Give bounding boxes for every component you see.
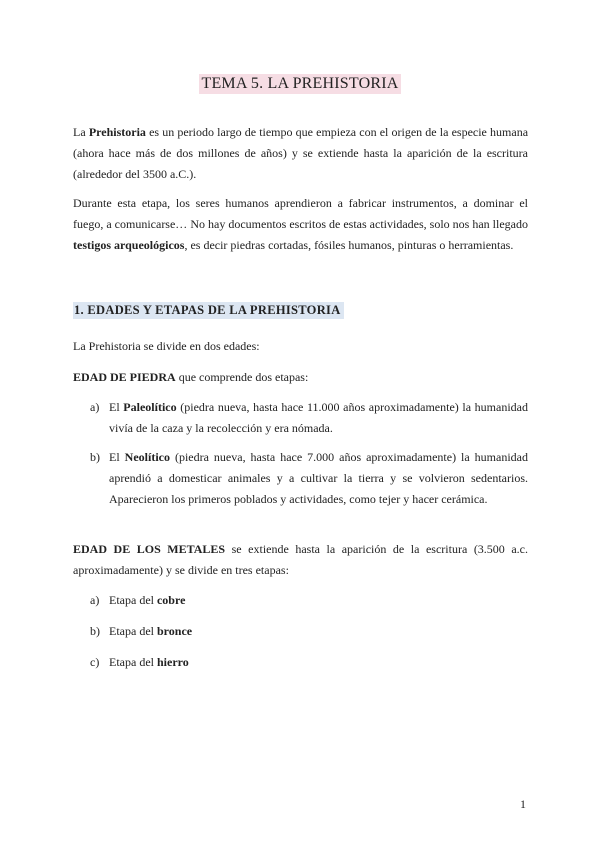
metals-age-label — [73, 539, 528, 581]
title-container — [0, 74, 600, 94]
intro-p1-bold: Prehistoria — [88, 125, 146, 139]
list-item-bold: Paleolítico — [123, 400, 177, 414]
intro-paragraph-2 — [73, 193, 528, 256]
list-item-text: Etapa del — [109, 655, 157, 669]
list-item-bold: bronce — [156, 624, 193, 638]
metals-age-rest: se extiende hasta la aparición de la escritura (3.500 a.c. aproximadamente) y se divide en tres etapas: — [73, 542, 528, 577]
page-number: 1 — [520, 797, 526, 811]
intro-p2-bold: testigos arqueológicos — [73, 238, 185, 252]
list-item-bold: cobre — [156, 593, 186, 607]
list-item — [90, 621, 528, 642]
stone-age-list — [90, 397, 528, 510]
list-item-text: El — [109, 450, 125, 464]
list-item — [90, 590, 528, 611]
list-item-text-rest: (piedra nueva, hasta hace 7.000 años aproximadamente) la humanidad aprendió a domesticar animales y a cultivar la tierra y se volvieron sedentarios. Aparecieron los primeros poblados y actividades, como tejer y hacer cerámica. — [109, 450, 529, 506]
list-item — [90, 652, 528, 673]
intro-p1-text: La — [73, 125, 89, 139]
page-title: TEMA 5. LA PREHISTORIA — [201, 75, 399, 92]
list-marker: a) — [90, 400, 100, 414]
list-item — [90, 397, 528, 439]
list-marker: b) — [90, 450, 100, 464]
metals-age-bold: EDAD DE LOS METALES — [73, 542, 226, 556]
stone-age-rest: que comprende dos etapas: — [175, 370, 309, 384]
list-marker: a) — [90, 593, 100, 607]
list-item-bold: Neolítico — [124, 450, 170, 464]
list-item-bold: hierro — [156, 655, 189, 669]
section-intro: La Prehistoria se divide en dos edades: — [73, 339, 260, 353]
list-marker: b) — [90, 624, 100, 638]
intro-paragraph-1 — [73, 122, 528, 185]
intro-p2-text: Durante esta etapa, los seres humanos aprendieron a fabricar instrumentos, a dominar el fuego, a comunicarse… No hay documentos escritos de estas actividades, solo nos han llegado — [73, 196, 528, 231]
list-item-text: El — [109, 400, 124, 414]
list-item-text: Etapa del — [109, 593, 157, 607]
list-item — [90, 447, 528, 510]
metals-age-list — [90, 590, 528, 673]
list-item-text-rest: (piedra nueva, hasta hace 11.000 años aproximadamente) la humanidad vivía de la caza y la recolección y era nómada. — [109, 400, 528, 435]
intro-p2-text-rest: , es decir piedras cortadas, fósiles humanos, pinturas o herramientas. — [184, 238, 514, 252]
section-heading: 1. EDADES Y ETAPAS DE LA PREHISTORIA — [73, 302, 344, 319]
list-marker: c) — [90, 655, 100, 669]
stone-age-bold: EDAD DE PIEDRA — [73, 370, 176, 384]
intro-p1-text-rest: es un periodo largo de tiempo que empieza con el origen de la especie humana (ahora hace más de dos millones de años) y se extiende hasta la aparición de la escritura (alrededor del 3500 a.C.). — [73, 125, 529, 181]
list-item-text: Etapa del — [109, 624, 157, 638]
stone-age-label — [73, 367, 528, 388]
